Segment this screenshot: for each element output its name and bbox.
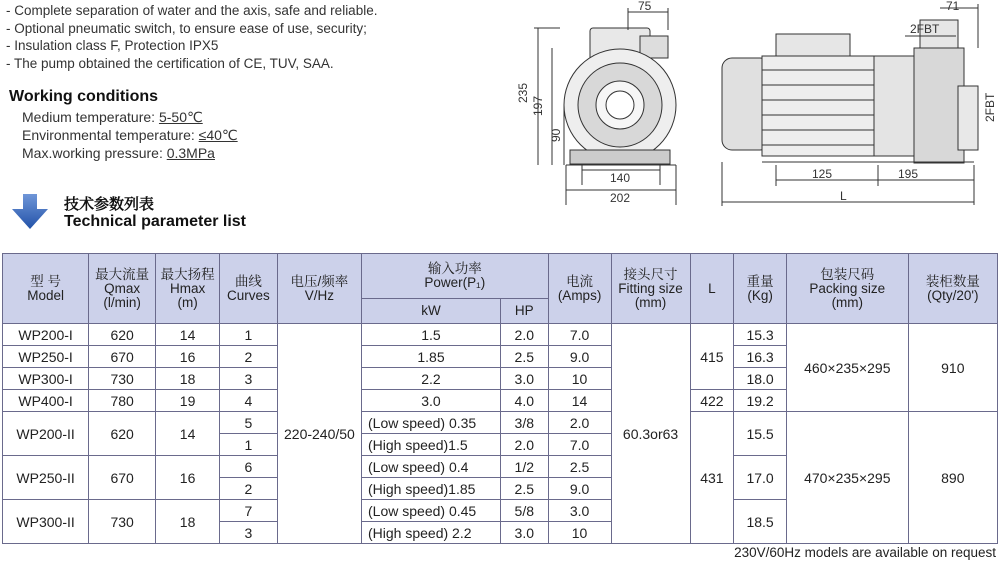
- working-conditions-title: Working conditions: [9, 88, 159, 105]
- dim-2fbt-top: 2FBT: [910, 22, 940, 36]
- feature-item: - The pump obtained the certification of CE, TUV, SAA.: [6, 55, 334, 71]
- fitting-cell: 60.3or63: [611, 324, 690, 544]
- header-voltage: 电压/频率 V/Hz: [277, 254, 361, 324]
- header-curves: 曲线 Curves: [220, 254, 278, 324]
- dim-l: L: [840, 189, 847, 203]
- down-arrow-icon: [10, 194, 50, 230]
- voltage-cell: 220-240/50: [277, 324, 361, 544]
- spec-table: [2, 253, 998, 544]
- qty-cell-a: 910: [908, 324, 997, 412]
- qty-cell-b: 890: [908, 412, 997, 544]
- dim-197: 197: [531, 95, 545, 116]
- header-model: 型 号 Model: [3, 254, 89, 324]
- table-row: WP300-I 730 18 3 2.2 3.0 10 18.0: [3, 368, 998, 390]
- header-packing: 包装尺码 Packing size (mm): [786, 254, 908, 324]
- env-temp-label: Environmental temperature:: [22, 127, 195, 143]
- dim-195: 195: [898, 167, 919, 181]
- feature-item: - Optional pneumatic switch, to ensure ease of use, security;: [6, 20, 367, 36]
- env-temp-value: ≤40℃: [198, 127, 238, 143]
- header-kw: kW: [362, 299, 501, 324]
- feature-item: - Insulation class F, Protection IPX5: [6, 38, 219, 53]
- dim-140: 140: [610, 171, 631, 185]
- table-row: WP250-I 670 16 2 1.85 2.5 9.0 16.3: [3, 346, 998, 368]
- header-qty: 装柜数量 (Qty/20'): [908, 254, 997, 324]
- header-hp: HP: [500, 299, 548, 324]
- header-l: L: [690, 254, 734, 324]
- pressure-value: 0.3MPa: [166, 145, 215, 161]
- dim-202: 202: [610, 191, 631, 205]
- table-row: WP400-I 780 19 4 3.0 4.0 14 422 19.2: [3, 390, 998, 412]
- header-weight: 重量 (Kg): [734, 254, 787, 324]
- table-row: WP200-I 620 14 1 220-240/50 1.5 2.0 7.0 60.3or63 415 15.3 460×235×295 910: [3, 324, 998, 346]
- l-cell-a: 415: [690, 324, 734, 390]
- dim-71: 71: [946, 0, 960, 13]
- section-title-cn: 技术参数列表: [64, 196, 155, 213]
- side-view: [722, 0, 997, 206]
- medium-temp-label: Medium temperature:: [22, 109, 156, 125]
- table-row: 1 (High speed)1.5 2.0 7.0: [3, 434, 998, 456]
- header-fitting: 接头尺寸 Fitting size (mm): [611, 254, 690, 324]
- medium-temp-value: 5-50℃: [158, 109, 203, 125]
- features-list: [6, 2, 377, 72]
- table-row: WP200-II 620 14 5 (Low speed) 0.35 3/8 2.0 431 15.5 470×235×295 890: [3, 412, 998, 434]
- dim-235: 235: [516, 82, 530, 103]
- table-row: WP250-II 670 16 6 (Low speed) 0.4 1/2 2.5 17.0: [3, 456, 998, 478]
- l-cell-c: 431: [690, 412, 734, 544]
- dim-75: 75: [638, 0, 652, 13]
- header-hmax: 最大扬程 Hmax (m): [156, 254, 220, 324]
- dim-2fbt-side: 2FBT: [983, 92, 997, 122]
- feature-item: - Complete separation of water and the axis, safe and reliable.: [6, 3, 378, 18]
- pressure-label: Max.working pressure:: [22, 145, 163, 161]
- front-view: [516, 0, 676, 205]
- dim-125: 125: [812, 167, 833, 181]
- header-qmax: 最大流量 Qmax (l/min): [89, 254, 156, 324]
- footnote: 230V/60Hz models are available on request: [734, 545, 996, 560]
- working-conditions: [22, 108, 238, 162]
- dim-90: 90: [549, 128, 563, 142]
- header-current: 电流 (Amps): [548, 254, 611, 324]
- l-cell-b: 422: [690, 390, 734, 412]
- table-row: WP300-II 730 18 7 (Low speed) 0.45 5/8 3.0 18.5: [3, 500, 998, 522]
- table-row: 2 (High speed)1.85 2.5 9.0: [3, 478, 998, 500]
- section-title-en: Technical parameter list: [64, 213, 246, 230]
- packing-cell-a: 460×235×295: [786, 324, 908, 412]
- table-row: 3 (High speed) 2.2 3.0 10: [3, 522, 998, 544]
- packing-cell-b: 470×235×295: [786, 412, 908, 544]
- header-power: 输入功率 Power(P₁): [362, 254, 549, 299]
- pump-technical-drawing: [500, 0, 1000, 212]
